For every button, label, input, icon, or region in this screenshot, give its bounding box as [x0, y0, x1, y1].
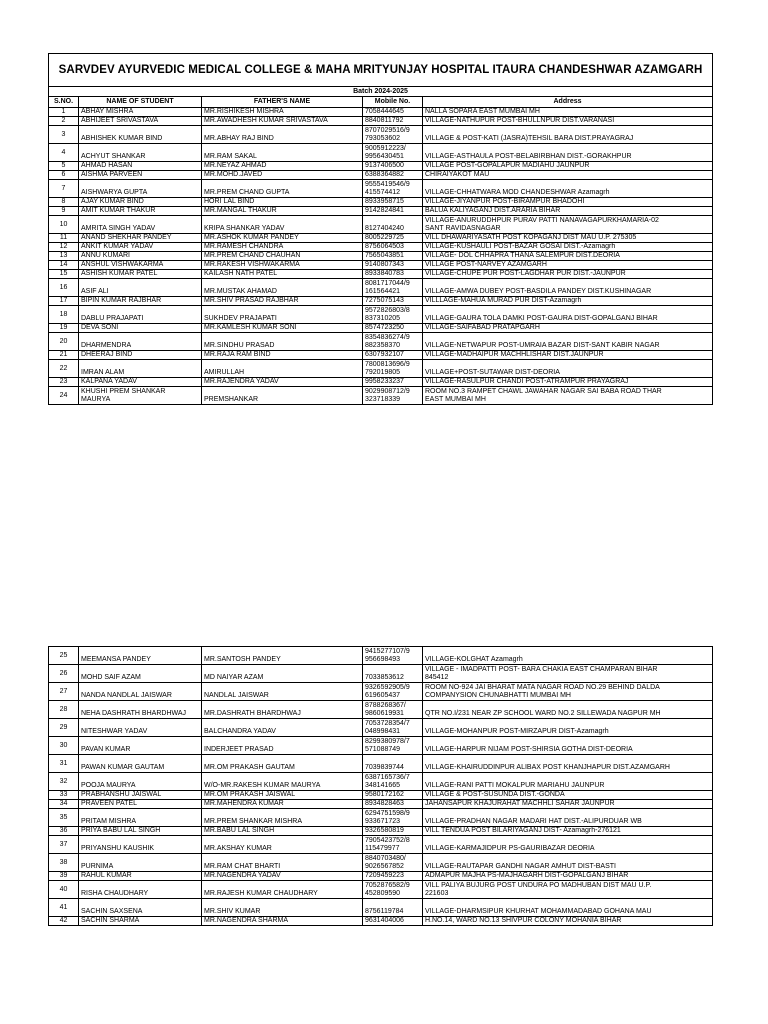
table-row: [49, 872, 713, 881]
table-row: [49, 665, 713, 683]
address-cell: VILLAGE & POST-SUSUNDA DIST.-GONDA: [423, 791, 713, 800]
address-cell: VILLAGE-NETWAPUR POST-UMRAIA BAZAR DIST-SANT KABIR NAGAR: [423, 333, 713, 351]
address-cell: VILLAGE & POST-KATI (JASRA)TEHSIL BARA DIST.PRAYAGRAJ: [423, 126, 713, 144]
address-cell: VILLAGE-MOHANPUR POST-MIRZAPUR DIST-Azamagrh: [423, 719, 713, 737]
father-name-cell: MR.PREM CHAND CHAUHAN: [202, 252, 363, 261]
address-cell: VILLAGE-SAIFABAD PRATAPGARH: [423, 324, 713, 333]
sno-cell: 28: [49, 701, 79, 719]
student-name-cell: ANAND SHEKHAR PANDEY: [79, 234, 202, 243]
address-cell: VILL TENDUA POST BILARIYAGANJ DIST- Azamagrh-276121: [423, 827, 713, 836]
mobile-cell: 9326580819: [363, 827, 423, 836]
mobile-cell: 9326592905/9 619605437: [363, 683, 423, 701]
address-cell: VILLAGE-CHUPE PUR POST-LAGDHAR PUR DIST.-JAUNPUR: [423, 270, 713, 279]
student-name-cell: RAHUL KUMAR: [79, 872, 202, 881]
sno-cell: 18: [49, 306, 79, 324]
student-name-cell: SACHIN SHARMA: [79, 917, 202, 926]
father-name-cell: HORI LAL BIND: [202, 198, 363, 207]
address-cell: VILLAGE-DHARMSIPUR KHURHAT MOHAMMADABAD GOHANA MAU: [423, 899, 713, 917]
student-name-cell: POOJA MAURYA: [79, 773, 202, 791]
student-name-cell: SACHIN SAXSENA: [79, 899, 202, 917]
father-name-cell: MR.PREM CHAND GUPTA: [202, 180, 363, 198]
mobile-cell: 8299380978/7 571088749: [363, 737, 423, 755]
student-name-cell: DHARMENDRA: [79, 333, 202, 351]
student-table-page-2: [48, 646, 713, 926]
mobile-cell: 8574723250: [363, 324, 423, 333]
mobile-cell: 7275075143: [363, 297, 423, 306]
address-cell: VILLAGE-HARPUR NIJAM POST-SHIRSIA GOTHA DIST-DEORIA: [423, 737, 713, 755]
father-name-cell: MR.NAGENDRA SHARMA: [202, 917, 363, 926]
table-row: [49, 800, 713, 809]
table-row: [49, 899, 713, 917]
student-name-cell: AJAY KUMAR BIND: [79, 198, 202, 207]
address-cell: VILL PALIYA BUJURG POST UNDURA PO MADHUBAN DIST MAU U.P. 221603: [423, 881, 713, 899]
father-name-cell: MR.RAKESH VISHWAKARMA: [202, 261, 363, 270]
table-row: [49, 647, 713, 665]
father-name-cell: MR.SANTOSH PANDEY: [202, 647, 363, 665]
father-name-cell: MR.SHIV KUMAR: [202, 899, 363, 917]
mobile-cell: 9415277107/9 956698493: [363, 647, 423, 665]
sno-cell: 19: [49, 324, 79, 333]
table-row: [49, 234, 713, 243]
sno-cell: 12: [49, 243, 79, 252]
address-cell: VILLAGE-RANI PATTI MOKALPUR MARIAHU JAUNPUR: [423, 773, 713, 791]
mobile-cell: 8934828463: [363, 800, 423, 809]
address-cell: VILLAGE-ASTHAULA POST-BELABIRBHAN DIST.-GORAKHPUR: [423, 144, 713, 162]
father-name-cell: PREMSHANKAR: [202, 387, 363, 405]
mobile-cell: 9142824841: [363, 207, 423, 216]
table-row: [49, 773, 713, 791]
table-row: [49, 297, 713, 306]
table-row: [49, 306, 713, 324]
father-name-cell: MR.NEYAZ AHMAD: [202, 162, 363, 171]
sno-cell: 6: [49, 171, 79, 180]
sno-cell: 30: [49, 737, 79, 755]
mobile-cell: 8788268367/ 9860619931: [363, 701, 423, 719]
address-cell: VILLAGE- DOL CHHAPRA THANA SALEMPUR DIST.DEORIA: [423, 252, 713, 261]
col-name-header: NAME OF STUDENT: [79, 97, 202, 108]
father-name-cell: MR.MUSTAK AHAMAD: [202, 279, 363, 297]
sno-cell: 20: [49, 333, 79, 351]
father-name-cell: MR.AWADHESH KUMAR SRIVASTAVA: [202, 117, 363, 126]
father-name-cell: MR.RAJA RAM BIND: [202, 351, 363, 360]
col-address-header: Address: [423, 97, 713, 108]
sno-cell: 27: [49, 683, 79, 701]
sno-cell: 22: [49, 360, 79, 378]
table-row: [49, 171, 713, 180]
sno-cell: 9: [49, 207, 79, 216]
mobile-cell: 8933958715: [363, 198, 423, 207]
sno-cell: 31: [49, 755, 79, 773]
father-name-cell: MR.DASHRATH BHARDHWAJ: [202, 701, 363, 719]
table-row: [49, 827, 713, 836]
student-name-cell: AMIT KUMAR THAKUR: [79, 207, 202, 216]
student-name-cell: ABHAY MISHRA: [79, 108, 202, 117]
sno-cell: 14: [49, 261, 79, 270]
sno-cell: 34: [49, 800, 79, 809]
table-row: [49, 701, 713, 719]
table-row: [49, 279, 713, 297]
sno-cell: 39: [49, 872, 79, 881]
student-table-page-1: [48, 53, 713, 405]
student-name-cell: AMRITA SINGH YADAV: [79, 216, 202, 234]
address-cell: VILLAGE+POST-SUTAWAR DIST-DEORIA: [423, 360, 713, 378]
sno-cell: 35: [49, 809, 79, 827]
sno-cell: 32: [49, 773, 79, 791]
mobile-cell: 9029908712/9 323718339: [363, 387, 423, 405]
table-row: [49, 917, 713, 926]
father-name-cell: KAILASH NATH PATEL: [202, 270, 363, 279]
father-name-cell: KRIPA SHANKAR YADAV: [202, 216, 363, 234]
sno-cell: 37: [49, 836, 79, 854]
sno-cell: 23: [49, 378, 79, 387]
father-name-cell: MR.RAJENDRA YADAV: [202, 378, 363, 387]
father-name-cell: BALCHANDRA YADAV: [202, 719, 363, 737]
student-name-cell: ASHISH KUMAR PATEL: [79, 270, 202, 279]
address-cell: VILLAGE-KARMAJIDPUR PS-GAURIBAZAR DEORIA: [423, 836, 713, 854]
address-cell: BALUA KALIYAGANJ DIST.ARARIA BIHAR: [423, 207, 713, 216]
column-header-row: [49, 97, 713, 108]
mobile-cell: 7052876582/9 452809590: [363, 881, 423, 899]
student-name-cell: DHEERAJ BIND: [79, 351, 202, 360]
student-name-cell: ANSHUL VISHWAKARMA: [79, 261, 202, 270]
table-row: [49, 360, 713, 378]
father-name-cell: INDERJEET PRASAD: [202, 737, 363, 755]
student-name-cell: BIPIN KUMAR RAJBHAR: [79, 297, 202, 306]
address-cell: JAHANSAPUR KHAJURAHAT MACHHLI SAHAR JAUNPUR: [423, 800, 713, 809]
table-row: [49, 144, 713, 162]
father-name-cell: MR.NAGENDRA YADAV: [202, 872, 363, 881]
mobile-cell: 8081717044/9 161564421: [363, 279, 423, 297]
student-name-cell: ACHYUT SHANKAR: [79, 144, 202, 162]
table-row: [49, 261, 713, 270]
table-row: [49, 162, 713, 171]
father-name-cell: MR.RAMESH CHANDRA: [202, 243, 363, 252]
sno-cell: 41: [49, 899, 79, 917]
col-mobile-header: Mobile No.: [363, 97, 423, 108]
table-body-page-1: [49, 108, 713, 405]
table-row: [49, 333, 713, 351]
father-name-cell: AMIRULLAH: [202, 360, 363, 378]
father-name-cell: MR.RAJESH KUMAR CHAUDHARY: [202, 881, 363, 899]
sno-cell: 15: [49, 270, 79, 279]
student-name-cell: DABLU PRAJAPATI: [79, 306, 202, 324]
father-name-cell: MR.OM PRAKASH JAISWAL: [202, 791, 363, 800]
address-cell: VILLAGE-KOLGHAT Azamagrh: [423, 647, 713, 665]
address-cell: VILLAGE-RASULPUR CHANDI POST-ATRAMPUR PRAYAGRAJ: [423, 378, 713, 387]
sno-cell: 7: [49, 180, 79, 198]
address-cell: VILLLAGE-MAHUA MURAD PUR DIST-Azamagrh: [423, 297, 713, 306]
address-cell: VILLAGE-JIYANPUR POST-BIRAMPUR BHADOHI: [423, 198, 713, 207]
page-2: [48, 646, 712, 926]
batch-label: Batch 2024-2025: [49, 87, 713, 97]
mobile-cell: 8707029516/9 793053602: [363, 126, 423, 144]
student-name-cell: IMRAN ALAM: [79, 360, 202, 378]
sno-cell: 21: [49, 351, 79, 360]
mobile-cell: 7053728354/7 048998431: [363, 719, 423, 737]
student-name-cell: KHUSHI PREM SHANKAR MAURYA: [79, 387, 202, 405]
address-cell: ROOM NO.3 RAMPET CHAWL JAWAHAR NAGAR SAI BABA ROAD THAR EAST MUMBAI MH: [423, 387, 713, 405]
table-row: [49, 270, 713, 279]
col-father-header: FATHER'S NAME: [202, 97, 363, 108]
table-row: [49, 683, 713, 701]
father-name-cell: MR.PREM SHANKAR MISHRA: [202, 809, 363, 827]
table-row: [49, 198, 713, 207]
address-cell: H.NO.14, WARD NO.13 SHIVPUR COLONY MOHANIA BIHAR: [423, 917, 713, 926]
address-cell: NALLA SOPARA EAST MUMBAI MH: [423, 108, 713, 117]
sno-cell: 36: [49, 827, 79, 836]
table-row: [49, 836, 713, 854]
father-name-cell: MR.OM PRAKASH GAUTAM: [202, 755, 363, 773]
mobile-cell: 6294751598/9 933671723: [363, 809, 423, 827]
student-name-cell: MOHD SAIF AZAM: [79, 665, 202, 683]
address-cell: VILLAGE-CHHATWARA MOD CHANDESHWAR Azamagrh: [423, 180, 713, 198]
sno-cell: 2: [49, 117, 79, 126]
table-row: [49, 791, 713, 800]
mobile-cell: 9631404006: [363, 917, 423, 926]
sno-cell: 5: [49, 162, 79, 171]
mobile-cell: 8933840783: [363, 270, 423, 279]
student-name-cell: AISHMA PARVEEN: [79, 171, 202, 180]
student-name-cell: PRIYANSHU KAUSHIK: [79, 836, 202, 854]
student-name-cell: PAVAN KUMAR: [79, 737, 202, 755]
document-title: SARVDEV AYURVEDIC MEDICAL COLLEGE & MAHA MRITYUNJAY HOSPITAL ITAURA CHANDESHWAR AZAMGARH: [49, 54, 713, 87]
sno-cell: 10: [49, 216, 79, 234]
address-cell: VILLAGE-AMWA DUBEY POST-BASDILA PANDEY DIST.KUSHINAGAR: [423, 279, 713, 297]
father-name-cell: MR.KAMLESH KUMAR SONI: [202, 324, 363, 333]
sno-cell: 8: [49, 198, 79, 207]
address-cell: VILLAGE POST-NARVEY AZAMGARH: [423, 261, 713, 270]
table-row: [49, 117, 713, 126]
mobile-cell: 8756119784: [363, 899, 423, 917]
father-name-cell: W/O-MR.RAKESH KUMAR MAURYA: [202, 773, 363, 791]
address-cell: VILLAGE - IMADPATTI POST- BARA CHAKIA EAST CHAMPARAN BIHAR 845412: [423, 665, 713, 683]
address-cell: VILLAGE-NATHUPUR POST-BHULLNPUR DIST.VARANASI: [423, 117, 713, 126]
father-name-cell: MR.ASHOK KUMAR PANDEY: [202, 234, 363, 243]
sno-cell: 42: [49, 917, 79, 926]
sno-cell: 17: [49, 297, 79, 306]
col-sno-header: S.NO.: [49, 97, 79, 108]
father-name-cell: MR.AKSHAY KUMAR: [202, 836, 363, 854]
father-name-cell: MR.SINDHU PRASAD: [202, 333, 363, 351]
father-name-cell: MR.ABHAY RAJ BIND: [202, 126, 363, 144]
table-row: [49, 854, 713, 872]
table-row: [49, 216, 713, 234]
sno-cell: 33: [49, 791, 79, 800]
student-name-cell: NEHA DASHRATH BHARDHWAJ: [79, 701, 202, 719]
address-cell: VILLAGE-MADHAIPUR MACHHLISHAR DIST.JAUNPUR: [423, 351, 713, 360]
father-name-cell: NANDLAL JAISWAR: [202, 683, 363, 701]
sno-cell: 25: [49, 647, 79, 665]
table-row: [49, 881, 713, 899]
student-name-cell: PRABHANSHU JAISWAL: [79, 791, 202, 800]
mobile-cell: 8840811792: [363, 117, 423, 126]
sno-cell: 24: [49, 387, 79, 405]
page-1: [48, 53, 712, 405]
table-row: [49, 719, 713, 737]
student-name-cell: PAWAN KUMAR GAUTAM: [79, 755, 202, 773]
father-name-cell: MR.RAM CHAT BHARTI: [202, 854, 363, 872]
sno-cell: 26: [49, 665, 79, 683]
mobile-cell: 8756064503: [363, 243, 423, 252]
address-cell: VILLAGE-ANURUDDHPUR PURAV PATTI NANAVAGAPURKHAMARIA-02 SANT RAVIDASNAGAR: [423, 216, 713, 234]
mobile-cell: 7058444645: [363, 108, 423, 117]
mobile-cell: 6387165736/7 348141665: [363, 773, 423, 791]
sno-cell: 3: [49, 126, 79, 144]
father-name-cell: MR.MANGAL THAKUR: [202, 207, 363, 216]
address-cell: VILL DHAWARIYASATH POST KOPAGANJ DIST MAU U.P. 275305: [423, 234, 713, 243]
table-row: [49, 324, 713, 333]
father-name-cell: MD NAIYAR AZAM: [202, 665, 363, 683]
father-name-cell: MR.SHIV PRASAD RAJBHAR: [202, 297, 363, 306]
father-name-cell: MR.RAM SAKAL: [202, 144, 363, 162]
table-row: [49, 126, 713, 144]
table-row: [49, 180, 713, 198]
mobile-cell: 8840703480/ 9026567852: [363, 854, 423, 872]
sno-cell: 29: [49, 719, 79, 737]
table-row: [49, 351, 713, 360]
address-cell: VILLAGE POST-GOPALAPUR MADIAHU JAUNPUR: [423, 162, 713, 171]
mobile-cell: 9572826803/8 837310205: [363, 306, 423, 324]
student-name-cell: NITESHWAR YADAV: [79, 719, 202, 737]
student-name-cell: ABHIJEET SRIVASTAVA: [79, 117, 202, 126]
mobile-cell: 9140807343: [363, 261, 423, 270]
father-name-cell: MR.MOHD.JAVED: [202, 171, 363, 180]
sno-cell: 13: [49, 252, 79, 261]
student-name-cell: AISHWARYA GUPTA: [79, 180, 202, 198]
student-name-cell: PURNIMA: [79, 854, 202, 872]
address-cell: VILLAGE-KUSHAULI POST-BAZAR GOSAI DIST.-Azamagrh: [423, 243, 713, 252]
student-name-cell: ANNU KUMARI: [79, 252, 202, 261]
address-cell: VILLAGE-KHAIRUDDINPUR ALIBAX POST KHANJHAPUR DIST.AZAMGARH: [423, 755, 713, 773]
student-name-cell: RISHA CHAUDHARY: [79, 881, 202, 899]
student-name-cell: MEEMANSA PANDEY: [79, 647, 202, 665]
mobile-cell: 8127404240: [363, 216, 423, 234]
sno-cell: 16: [49, 279, 79, 297]
mobile-cell: 7033853612: [363, 665, 423, 683]
table-row: [49, 108, 713, 117]
table-body-page-2: [49, 647, 713, 926]
student-name-cell: ABHISHEK KUMAR BIND: [79, 126, 202, 144]
mobile-cell: 7905423752/8 115479977: [363, 836, 423, 854]
table-row: [49, 243, 713, 252]
student-name-cell: PRITAM MISHRA: [79, 809, 202, 827]
mobile-cell: 9005912223/ 9956430451: [363, 144, 423, 162]
father-name-cell: SUKHDEV PRAJAPATI: [202, 306, 363, 324]
mobile-cell: 8005229725: [363, 234, 423, 243]
table-row: [49, 207, 713, 216]
sno-cell: 4: [49, 144, 79, 162]
mobile-cell: 9137406500: [363, 162, 423, 171]
student-name-cell: DEVA SONI: [79, 324, 202, 333]
address-cell: ROOM NO-924 JAI BHARAT MATA NAGAR ROAD NO.29 BEHIND DALDA COMPANYSION CHUNABHATTI MUMBAI MH: [423, 683, 713, 701]
address-cell: CHIRAIYAKOT MAU: [423, 171, 713, 180]
student-name-cell: ANKIT KUMAR YADAV: [79, 243, 202, 252]
table-row: [49, 378, 713, 387]
sno-cell: 38: [49, 854, 79, 872]
address-cell: ADMAPUR MAJHA PS-MAJHAGARH DIST-GOPALGANJ BIHAR: [423, 872, 713, 881]
table-row: [49, 809, 713, 827]
table-row: [49, 252, 713, 261]
table-row: [49, 387, 713, 405]
mobile-cell: 6307932107: [363, 351, 423, 360]
mobile-cell: 7209459223: [363, 872, 423, 881]
mobile-cell: 7565043851: [363, 252, 423, 261]
mobile-cell: 8354836274/9 882358370: [363, 333, 423, 351]
address-cell: QTR NO.I/231 NEAR ZP SCHOOL WARD NO.2 SILLEWADA NAGPUR MH: [423, 701, 713, 719]
student-name-cell: NANDA NANDLAL JAISWAR: [79, 683, 202, 701]
mobile-cell: 7039839744: [363, 755, 423, 773]
sno-cell: 1: [49, 108, 79, 117]
mobile-cell: 7800813696/9 792019805: [363, 360, 423, 378]
student-name-cell: AHMAD HASAN: [79, 162, 202, 171]
sno-cell: 40: [49, 881, 79, 899]
student-name-cell: KALPANA YADAV: [79, 378, 202, 387]
mobile-cell: 9580172162: [363, 791, 423, 800]
sno-cell: 11: [49, 234, 79, 243]
student-name-cell: PRAVEEN PATEL: [79, 800, 202, 809]
address-cell: VILLAGE-GAURA TOLA DAMKI POST-GAURA DIST-GOPALGANJ BIHAR: [423, 306, 713, 324]
table-row: [49, 737, 713, 755]
table-row: [49, 755, 713, 773]
student-name-cell: ASIF ALI: [79, 279, 202, 297]
mobile-cell: 6388364882: [363, 171, 423, 180]
mobile-cell: 9958233237: [363, 378, 423, 387]
address-cell: VILLAGE-RAUTAPAR GANDHI NAGAR AMHUT DIST-BASTI: [423, 854, 713, 872]
address-cell: VILLAGE-PRADHAN NAGAR MADARI HAT DIST.-ALIPURDUAR WB: [423, 809, 713, 827]
father-name-cell: MR.RISHIKESH MISHRA: [202, 108, 363, 117]
father-name-cell: MR.BABU LAL SINGH: [202, 827, 363, 836]
student-name-cell: PRIYA BABU LAL SINGH: [79, 827, 202, 836]
mobile-cell: 9555419546/9 415574412: [363, 180, 423, 198]
father-name-cell: MR.MAHENDRA KUMAR: [202, 800, 363, 809]
